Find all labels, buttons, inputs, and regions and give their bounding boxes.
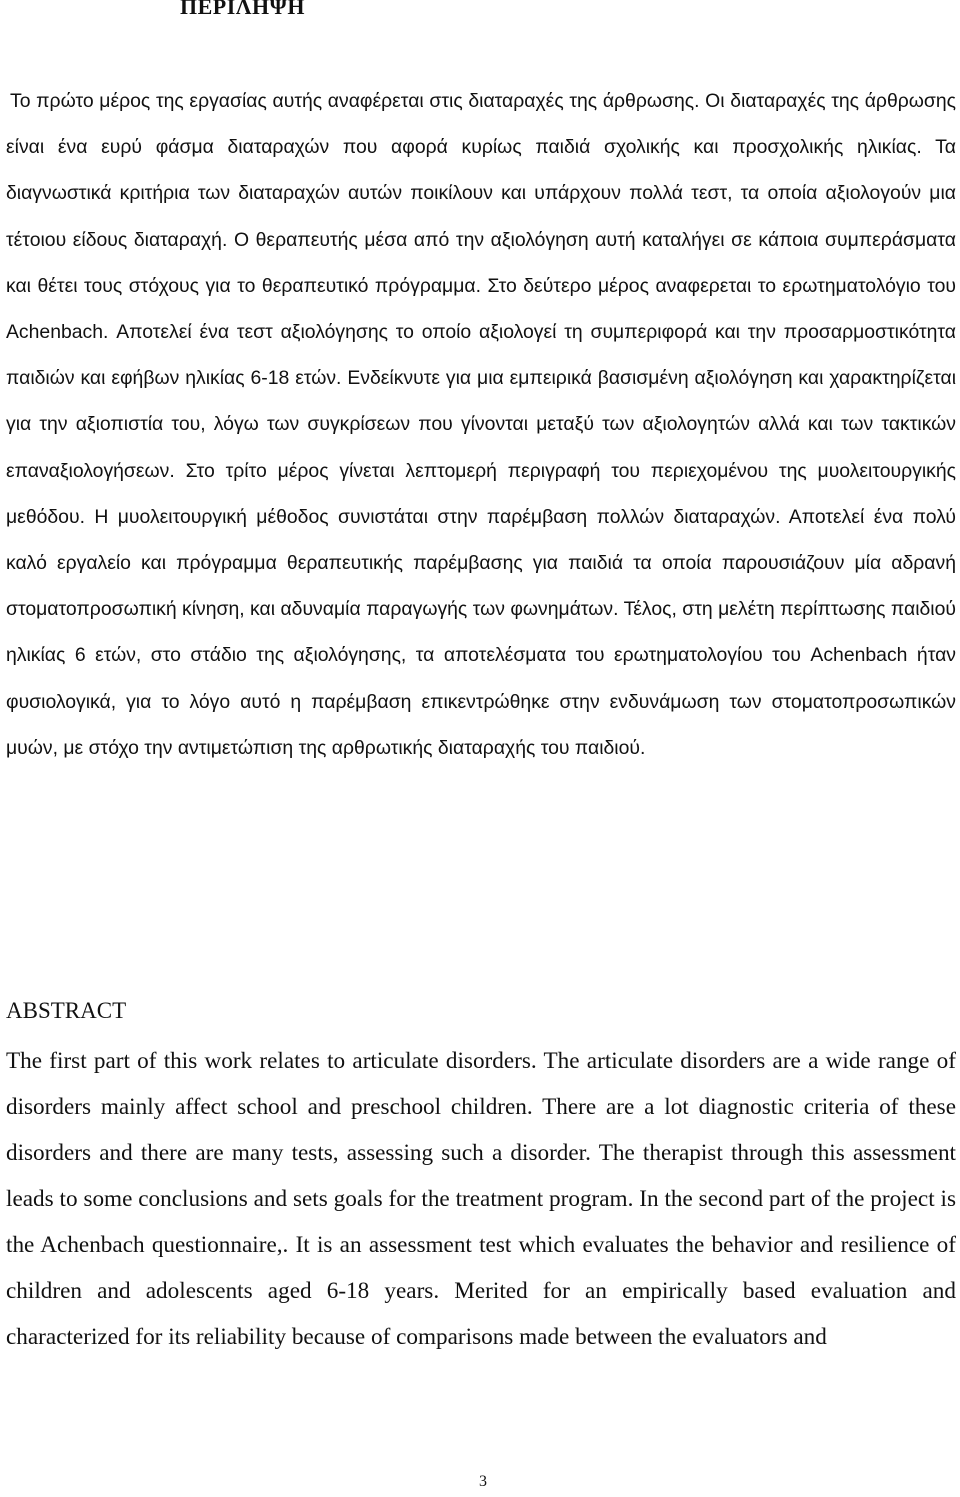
greek-summary-heading: ΠΕΡΙΛΗΨΗ <box>180 0 305 19</box>
page-number: 3 <box>479 1473 487 1490</box>
abstract-paragraph: The first part of this work relates to articulate disorders. The articulate disorders are a wide range of disorders mainly affect school and preschool children. There are a lot diagnostic criteria of these disorders and there are many tests, assessing such a disorder. The therapist through this assessment leads to some conclusions and sets goals for the treatment program. In the second part of the project is the Achenbach questionnaire,. It is an assessment test which evaluates the behavior and resilience of children and adolescents aged 6-18 years. Merited for an empirically based evaluation and characterized for its reliability because of comparisons made between the evaluators and <box>6 1048 956 1350</box>
abstract-heading: ABSTRACT <box>6 998 127 1023</box>
greek-summary-paragraph: Το πρώτο μέρος της εργασίας αυτής αναφέρεται στις διαταραχές της άρθρωσης. Οι διαταραχές της άρθρωσης είναι ένα ευρύ φάσμα διαταραχών που αφορά κυρίως παιδιά σχολικής και προσχολικής ηλικίας. Τα διαγνωστικά κριτήρια των διαταραχών αυτών ποικίλουν και υπάρχουν πολλά τεστ, τα οποία αξιολογούν μια τέτοιου είδους διαταραχή. Ο θεραπευτής μέσα από την αξιολόγηση αυτή καταλήγει σε κάποια συμπεράσματα και θέτει τους στόχους για το θεραπευτικό πρόγραμμα. Στο δεύτερο μέρος αναφερεται το ερωτηματολόγιο του Achenbach. Αποτελεί ένα τεστ αξιολόγησης το οποίο αξιολογεί τη συμπεριφορά και την προσαρμοστικότητα παιδιών και εφήβων ηλικίας 6-18 ετών. Ενδείκνυτε για μια εμπειρικά βασισμένη αξιολόγηση και χαρακτηρίζεται για την αξιοπιστία του, λόγω των συγκρίσεων που γίνονται μεταξύ των αξιολογητών αλλά και των τακτικών επαναξιολογήσεων. Στο τρίτο μέρος γίνεται λεπτομερή περιγραφή του περιεχομένου της μυολειτουργικής μεθόδου. Η μυολειτουργική μέθοδος συνιστάται στην παρέμβαση πολλών διαταραχών. Αποτελεί ένα πολύ καλό εργαλείο και πρόγραμμα θεραπευτικής παρέμβασης για παιδιά τα οποία παρουσιάζουν μία αδρανή στοματοπροσωπική κίνηση, και αδυναμία παραγωγής των φωνημάτων. Τέλος, στη μελέτη περίπτωσης παιδιού ηλικίας 6 ετών, στο στάδιο της αξιολόγησης, τα αποτελέσματα του ερωτηματολογίου του Achenbach ήταν φυσιολογικά, για το λόγο αυτό η παρέμβαση επικεντρώθηκε στην ενδυνάμωση των στοματοπροσωπικών μυών, με στόχο την αντιμετώπιση της αρθρωτικής διαταραχής του παιδιού. <box>6 90 956 759</box>
